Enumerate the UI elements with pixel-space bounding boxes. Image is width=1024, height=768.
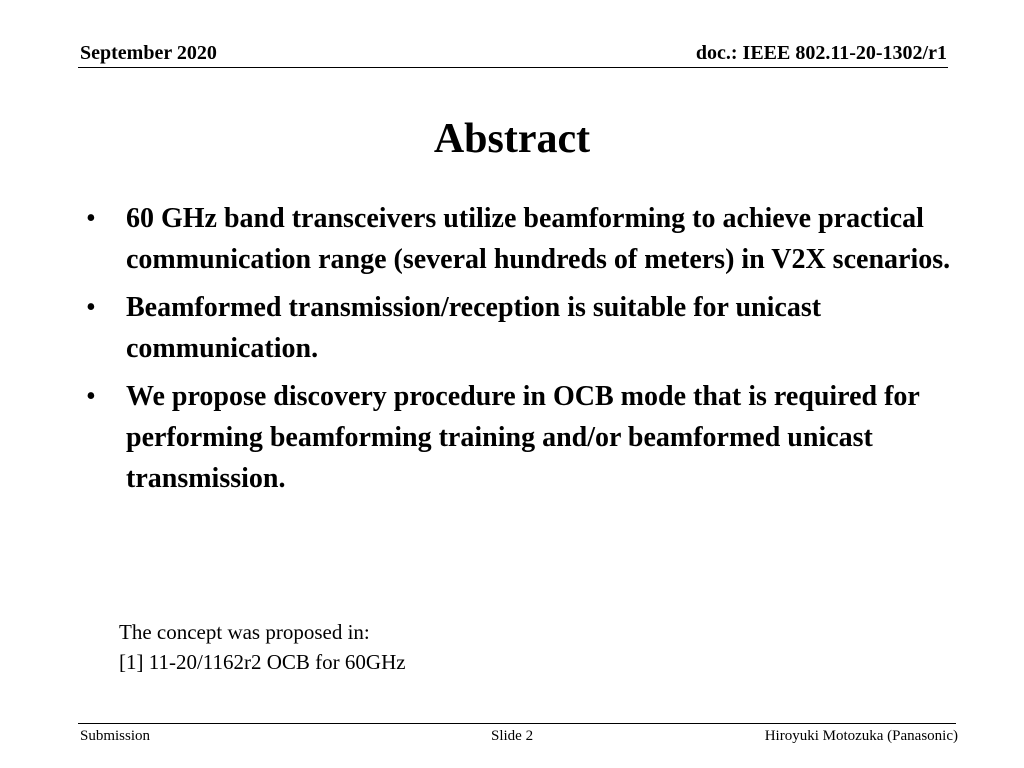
bullet-icon: • [86, 203, 96, 234]
bullet-item [80, 287, 1010, 369]
bullet-icon: • [86, 292, 96, 323]
reference-note-line: The concept was proposed in: [119, 620, 370, 644]
bullet-list [80, 198, 1010, 506]
slide-title: Abstract [433, 116, 591, 162]
reference-citation: [1] 11-20/1162r2 OCB for 60GHz [119, 650, 406, 674]
bullet-text: Beamformed transmission/reception is suitable for unicast communication. [126, 292, 822, 364]
bullet-item [80, 376, 1010, 499]
footer-divider [78, 723, 956, 724]
footer-submission: Submission [80, 728, 151, 744]
reference-note [119, 617, 406, 677]
header-divider [78, 67, 948, 68]
footer-author: Hiroyuki Motozuka (Panasonic) [764, 728, 958, 744]
bullet-text: We propose discovery procedure in OCB mode that is required for performing beamforming training and/or beamformed unicast transmission. [126, 381, 920, 494]
bullet-icon: • [86, 381, 96, 412]
header-date: September 2020 [80, 42, 217, 64]
header-doc-id: doc.: IEEE 802.11-20-1302/r1 [695, 42, 947, 64]
bullet-item [80, 198, 1010, 280]
footer-slide-number: Slide 2 [491, 728, 534, 744]
bullet-text: 60 GHz band transceivers utilize beamforming to achieve practical communication range (several hundreds of meters) in V2X scenarios. [126, 203, 951, 275]
